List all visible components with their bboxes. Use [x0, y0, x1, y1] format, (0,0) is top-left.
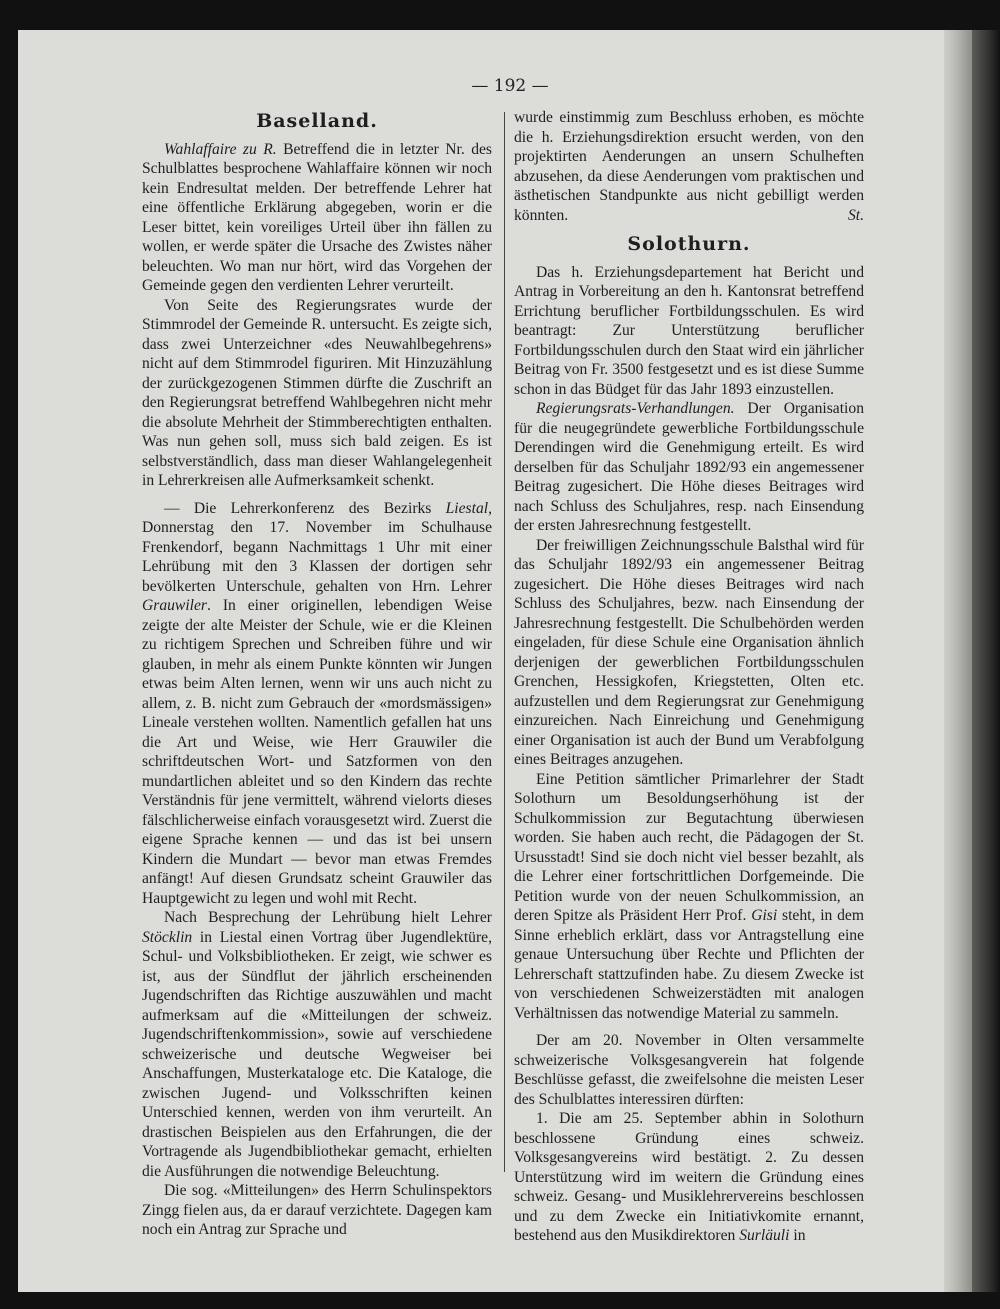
paragraph-lead: Regierungsrats-Verhandlungen.	[536, 400, 735, 417]
paragraph-text: Betreffend die in letzter Nr. des Schulblattes besprochene Wahlaffaire können wir noch kein Endresultat melden. Der betreffende Lehrer hat eine öffentliche Erklärung abgegeben, worin er die Leser bittet, kein voreiliges Urteil über ihn fällen zu wollen, er werde später die Ursache des Zwistes näher beleuchten. Wo man nur hört, wird das Vorgehen der Gemeinde gegen den verdienten Lehrer verurteilt.	[142, 140, 492, 294]
section-heading-baselland: Baselland.	[256, 110, 378, 132]
section-heading-solothurn: Solothurn.	[627, 233, 751, 255]
paragraph-erziehungsdepartement: Das h. Erziehungsdepartement hat Bericht und Antrag in Vorbereitung an den h. Kantonsrat betreffend Errichtung beruflicher Fortbildungsschulen. Es wird beantragt: Zur Unterstützung beruflicher Fortbildungsschulen durch den Staat wird ein jährlicher Beitrag von Fr. 3500 festgesetzt und es ist diese Summe schon in das Büdget für das Jahr 1893 einzustellen.	[514, 263, 864, 398]
paragraph-text: wurde einstimmig zum Beschluss erhoben, es möchte die h. Erziehungsdirektion ersucht werden, von den projektirten Aenderungen an unsern Schulheften abzusehen, da diese Aenderungen vom praktischen und ästhetischen Standpunkte aus nicht gebilligt werden könnten.	[514, 109, 864, 224]
paragraph-vortrag	[142, 908, 492, 1181]
paragraph-text: Nach Besprechung der Lehrübung hielt Lehrer	[164, 909, 492, 926]
paragraph-regierungsrats-verhandlungen	[514, 399, 864, 536]
page-gutter-shadow	[944, 30, 972, 1292]
paragraph-lehrerkonferenz	[142, 499, 492, 909]
paragraph-volksgesangverein: Der am 20. November in Olten versammelte schweizerische Volksgesangverein hat folgende Beschlüsse gefasst, die zweifelsohne die meisten Leser des Schulblattes interessiren dürften:	[514, 1032, 864, 1108]
paragraph-mitteilungen: Die sog. «Mitteilungen» des Herrn Schulinspektors Zingg fielen aus, da er darauf verzichtete. Dagegen kam noch ein Antrag zur Sprache und	[142, 1182, 492, 1238]
person-name: Gisi	[751, 907, 778, 924]
paragraph-regierungsrat: Von Seite des Regierungsrates wurde der Stimmrodel der Gemeinde R. untersucht. Es zeigte sich, dass zwei Unterzeichner «des Neuwahlbegehrens» nicht auf dem Stimmrodel figuriren. Mit Hinzuzählung der zurückgezogenen Stimmen dürfte die Zuschrift an den Regierungsrat betreffend Wahlbegehren nicht mehr die absolute Mehrheit der Stimmberechtigten enthalten. Was nun gehen soll, muss sich bald zeigen. Es ist selbstverständlich, dass man dieser Wahlangelegenheit in Lehrerkreisen alle Aufmerksamkeit schenkt.	[142, 296, 492, 489]
person-name: Grauwiler	[142, 597, 207, 614]
column-divider	[504, 112, 505, 1172]
author-signature: St.	[847, 206, 864, 224]
paragraph-text: 1. Die am 25. September abhin in Solothurn beschlossene Gründung eines schweiz. Volksgesangvereins wird bestätigt. 2. Zu dessen Unterstützung wird im weitern die Gründung eines schweiz. Gesang- und Musiklehrervereins beschlossen und zu dem Zwecke ein Initiativkomite ernannt, bestehend aus den Musikdirektoren	[514, 1110, 864, 1244]
paragraph-text: steht, in dem Sinne erheblich erklärt, dass vor Antragstellung eine genaue Untersuchung über Rechte und Pflichten der Lehrerschaft stattzufinden habe. Zu diesem Zwecke ist von verschiedenen Schweizerstädten mit analogen Verhältnissen das notwendige Material zu sammeln.	[514, 907, 864, 1022]
paragraph-text: in Liestal einen Vortrag über Jugendlektüre, Schul- und Volksbibliotheken. Er zeigt, wie schwer es ist, aus der Sündflut der jährlich erscheinenden Jugendschriften das Richtige auszuwählen und macht aufmerksam auf die «Mitteilungen der schweiz. Jugendschriftenkommission», sowie auf verschiedene schweizerische und deutsche Wegweiser bei Anschaffungen, Musterkataloge etc. Die Kataloge, die zwischen Jugend- und Volksschriften keinen Unterschied kennen, werden von ihm verurteilt. An drastischen Beispielen aus den Erfahrungen, die der Vortragende als Jugendbibliothekar gemacht, erhielten die Ausführungen die notwendige Beleuchtung.	[142, 928, 492, 1180]
paragraph-wahlaffaire	[142, 140, 492, 296]
place-name: Liestal	[445, 499, 489, 517]
right-column	[514, 108, 864, 1246]
left-column	[142, 108, 492, 1240]
paragraph-lead: Wahlaffaire zu R.	[164, 140, 277, 158]
paragraph-text: , Donnerstag den 17. November im Schulhause Frenkendorf, begann Nachmittags 1 Uhr mit einer Lehrübung mit den 3 Klassen der dortigen sehr bevölkerten Unterschule, gehalten von Hrn. Lehrer	[142, 499, 492, 595]
person-name: Surläuli	[739, 1227, 790, 1244]
paragraph-text: — Die Lehrerkonferenz des Bezirks	[164, 499, 446, 517]
person-name: Stöcklin	[142, 928, 193, 946]
paragraph-beschluesse	[514, 1109, 864, 1246]
paragraph-text: Der Organisation für die neugegründete gewerbliche Fortbildungsschule Derendingen wird die Genehmigung erteilt. Es wird derselben für das Schuljahr 1892/93 ein angemessener Beitrag zugesichert. Die Höhe dieses Beitrages wird nach Schluss des Schuljahres, resp. nach Einsendung der ersten Jahresrechnung festgestellt.	[514, 400, 864, 534]
paragraph-text: Eine Petition sämtlicher Primarlehrer der Stadt Solothurn um Besoldungserhöhung ist der Schulkommission zur Begutachtung überwiesen worden. Sie haben auch recht, die Pädagogen der St. Ursusstadt! Sind sie doch nicht viel besser bezahlt, als die Lehrer einer fortschrittlichen Dorfgemeinde. Die Petition wurde von der neuen Schulkommission, an deren Spitze als Präsident Herr Prof.	[514, 770, 864, 924]
paragraph-zeichnungsschule: Der freiwilligen Zeichnungsschule Balsthal wird für das Schuljahr 1892/93 ein angemessener Beitrag zugesichert. Die Höhe dieses Beitrages wird nach Schluss des Schuljahres, bezw. nach Einsendung der Jahresrechnung festgestellt. Die Schulbehörden werden eingeladen, für diese Schule eine Organisation ähnlich derjenigen der gewerblichen Fortbildungsschulen Grenchen, Hessigkofen, Kriegstetten, Olten etc. aufzustellen und dem Regierungsrat zur Genehmigung einzureichen. Nach Einreichung und Genehmigung einer Organisation ist auch der Bund um Verabfolgung eines Beitrages anzugehen.	[514, 536, 864, 768]
paragraph-petition	[514, 770, 864, 1024]
paragraph-text: . In einer originellen, lebendigen Weise zeigte der alte Meister der Schule, wie er die Kleinen zu richtigem Sprechen und Schreiben führe und wir glauben, in mehr als einem Punkte könnten wir Jungen etwas beim Alten lernen, wenn wir uns auch nicht zu allem, z. B. nicht zum Gebrauch der «mordsmässigen» Lineale verstehen wollten. Namentlich gefallen hat uns die Art und Weise, wie Herr Grauwiler die schriftdeutschen Wort- und Satzformen von den mundartlichen ableitet und so den Kindern das rechte Verständnis für jene vermittelt, während vielorts dieses fälschlicherweise einfach vorausgesetzt wird. Zuerst die eigene Sprache kennen — und das ist bei unsern Kindern die Mundart — bevor man etwas Fremdes anfängt! Auf diesen Grundsatz scheint Grauwiler das Hauptgewicht zu legen und wohl mit Recht.	[142, 597, 492, 907]
paragraph-continuation	[514, 108, 864, 225]
paragraph-text: in	[789, 1227, 806, 1244]
page-number: — 192 —	[471, 76, 549, 96]
binding-edge	[972, 30, 1000, 1292]
